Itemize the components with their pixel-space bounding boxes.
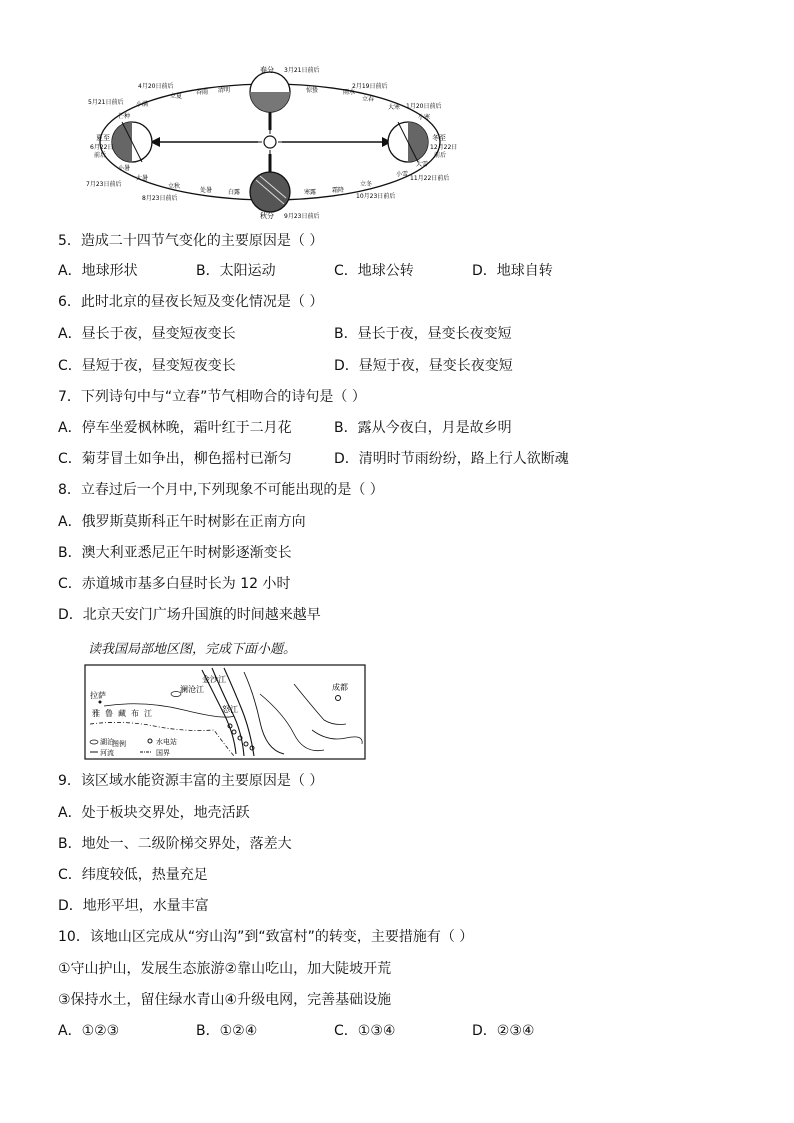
date-aug23: 8月23日前后 xyxy=(142,195,178,202)
term-dashu: 大暑 xyxy=(136,175,149,182)
date-oct23: 10月23日前后 xyxy=(356,193,396,200)
label-summer-date-2: 前后 xyxy=(94,152,107,159)
q10-statement-line-2: ③保持水土，留住绿水青山④升级电网，完善基础设施 xyxy=(58,992,392,1008)
earth-orbit-diagram xyxy=(60,64,480,222)
question-5-stem: 5．造成二十四节气变化的主要原因是（ ） xyxy=(58,233,324,249)
q8-option-c[interactable]: C．赤道城市基多白昼时长为 12 小时 xyxy=(58,576,291,592)
map-label-jinsha: 金沙江 xyxy=(202,675,226,684)
label-autumn-equinox: 秋分 xyxy=(260,212,274,220)
q9-option-a[interactable]: A．处于板块交界处，地壳活跃 xyxy=(58,805,250,821)
label-winter-solstice: 冬至 xyxy=(432,134,446,142)
map-label-lancang: 澜沧江 xyxy=(180,685,204,694)
map-label-nujiang: 怒江 xyxy=(222,705,238,714)
term-qingming: 清明 xyxy=(218,87,231,94)
label-autumn-date: 9月23日前后 xyxy=(284,213,320,220)
regional-map xyxy=(84,664,366,760)
q8-option-b[interactable]: B．澳大利亚悉尼正午时树影逐渐变长 xyxy=(58,545,292,561)
map-label-yarlung: 雅鲁藏布江 xyxy=(92,709,157,718)
question-8-stem: 8．立春过后一个月中,下列现象不可能出现的是（ ） xyxy=(58,482,384,498)
earth-summer xyxy=(112,122,152,162)
q9-option-b[interactable]: B．地处一、二级阶梯交界处，落差大 xyxy=(58,836,292,852)
term-xiaoshu: 小暑 xyxy=(118,165,131,172)
term-lixia: 立夏 xyxy=(170,93,183,100)
map-label-chengdu: 成都 xyxy=(332,683,348,692)
term-lidong: 立冬 xyxy=(360,181,373,188)
legend-river: 河流 xyxy=(100,749,114,757)
q5-option-d[interactable]: D．地球自转 xyxy=(472,263,553,279)
q10-option-c[interactable]: C．①③④ xyxy=(334,1023,396,1039)
earth-winter xyxy=(388,122,428,162)
label-summer-date-1: 6月22日 xyxy=(90,144,114,151)
term-xiaoman: 小满 xyxy=(136,101,149,108)
q5-option-b[interactable]: B．太阳运动 xyxy=(196,263,276,279)
term-guyu: 谷雨 xyxy=(196,89,209,96)
term-chushu: 处暑 xyxy=(200,187,213,194)
q7-option-c[interactable]: C．菊芽冒土如争出，柳色摇村已渐匀 xyxy=(58,451,292,467)
q7-option-d[interactable]: D．清明时节雨纷纷，路上行人欲断魂 xyxy=(334,451,569,467)
date-jul23: 7月23日前后 xyxy=(86,181,122,188)
question-9-stem: 9．该区域水能资源丰富的主要原因是（ ） xyxy=(58,773,324,789)
label-winter-date-1: 12月22日 xyxy=(430,144,458,151)
term-liqiu: 立秋 xyxy=(168,183,181,190)
earth-autumn xyxy=(250,172,290,212)
legend-lake: 湖泊 xyxy=(100,738,114,746)
date-jan20: 1月20日前后 xyxy=(406,103,442,110)
label-winter-date-2: 前后 xyxy=(434,152,447,159)
term-hanlu: 寒露 xyxy=(304,189,317,196)
q6-option-c[interactable]: C．昼短于夜，昼变短夜变长 xyxy=(58,358,236,374)
question-7-stem: 7．下列诗句中与“立春”节气相吻合的诗句是（ ） xyxy=(58,389,366,405)
term-xiaohan: 小寒 xyxy=(418,114,431,121)
label-spring-equinox: 春分 xyxy=(260,66,274,74)
term-shuangjiang: 霜降 xyxy=(332,187,345,194)
date-may21: 5月21日前后 xyxy=(88,99,124,106)
q8-option-d[interactable]: D．北京天安门广场升国旗的时间越来越早 xyxy=(58,607,321,623)
q6-option-d[interactable]: D．昼短于夜，昼变长夜变短 xyxy=(334,358,513,374)
question-6-stem: 6．此时北京的昼夜长短及变化情况是（ ） xyxy=(58,294,324,310)
q7-option-a[interactable]: A．停车坐爱枫林晚，霜叶红于二月花 xyxy=(58,420,292,436)
q10-option-a[interactable]: A．①②③ xyxy=(58,1023,120,1039)
term-dahan: 大寒 xyxy=(388,104,401,111)
q9-option-c[interactable]: C．纬度较低，热量充足 xyxy=(58,867,208,883)
term-jingzhe: 惊蛰 xyxy=(306,87,319,94)
map-intro: 读我国局部地区图，完成下面小题。 xyxy=(88,642,297,657)
term-bailu: 白露 xyxy=(228,189,241,196)
term-xiaoxue: 小雪 xyxy=(396,171,409,178)
q8-option-a[interactable]: A．俄罗斯莫斯科正午时树影在正南方向 xyxy=(58,514,306,530)
date-nov22: 11月22日前后 xyxy=(410,175,450,182)
q6-option-a[interactable]: A．昼长于夜，昼变短夜变长 xyxy=(58,326,236,342)
q6-option-b[interactable]: B．昼长于夜，昼变长夜变短 xyxy=(334,326,512,342)
label-summer-solstice: 夏至 xyxy=(96,134,110,142)
q9-option-d[interactable]: D．地形平坦，水量丰富 xyxy=(58,898,209,914)
label-spring-date: 3月21日前后 xyxy=(284,67,320,74)
q10-statement-line-1: ①守山护山，发展生态旅游②靠山吃山，加大陡坡开荒 xyxy=(58,961,392,977)
term-yushui: 雨水 xyxy=(343,89,356,96)
q10-option-b[interactable]: B．①②④ xyxy=(196,1023,258,1039)
map-label-lasa: 拉萨 xyxy=(90,691,106,700)
date-feb19: 2月19日前后 xyxy=(352,83,388,90)
map-legend-title: 图例 xyxy=(112,740,126,748)
date-apr20: 4月20日前后 xyxy=(138,83,174,90)
term-daxue: 大雪 xyxy=(416,161,429,168)
term-mangzhong: 芒种 xyxy=(118,113,131,120)
q10-option-d[interactable]: D．②③④ xyxy=(472,1023,535,1039)
question-10-stem: 10．该地山区完成从“穷山沟”到“致富村”的转变，主要措施有（ ） xyxy=(58,929,474,945)
legend-border: 国界 xyxy=(156,749,170,757)
q7-option-b[interactable]: B．露从今夜白，月是故乡明 xyxy=(334,420,512,436)
q5-option-c[interactable]: C．地球公转 xyxy=(334,263,414,279)
legend-hydro: 水电站 xyxy=(156,738,177,746)
term-lichun: 立春 xyxy=(362,96,375,103)
sun-icon xyxy=(258,130,282,154)
q5-option-a[interactable]: A．地球形状 xyxy=(58,263,138,279)
earth-spring xyxy=(250,72,290,112)
